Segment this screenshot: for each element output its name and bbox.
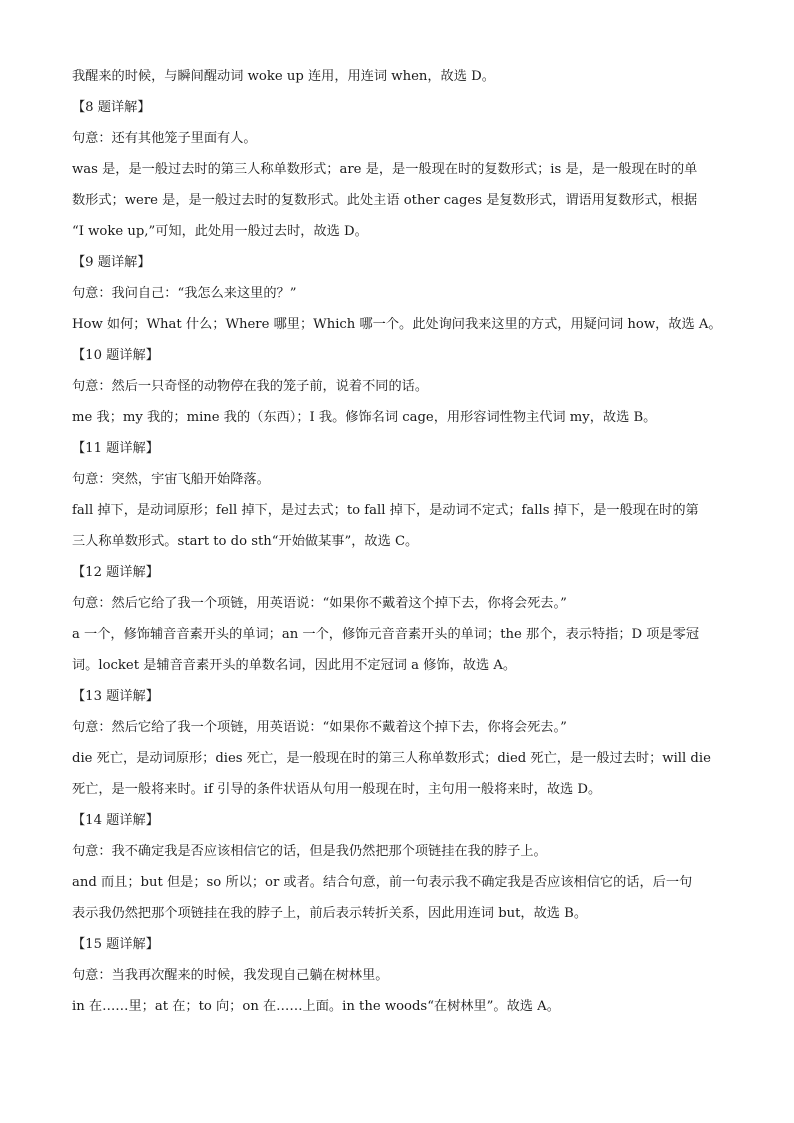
text-line: in 在……里；at 在；to 向；on 在……上面。in the woods“在树林里”。故选 A。 (72, 999, 560, 1014)
text-line: 句意：突然，宇宙飞船开始降落。 (72, 472, 270, 487)
text-line: 句意：还有其他笼子里面有人。 (72, 131, 257, 146)
text-line: 词。locket 是辅音音素开头的单数名词，因此用不定冠词 a 修饰，故选 A。 (72, 658, 517, 673)
section-heading-q15: 【15 题详解】 (72, 937, 159, 952)
text-line: 死亡，是一般将来时。if 引导的条件状语从句用一般现在时，主句用一般将来时，故选 D。 (72, 782, 602, 797)
text-line: 我醒来的时候，与瞬间醒动词 woke up 连用，用连词 when，故选 D。 (72, 69, 495, 84)
section-heading-q13: 【13 题详解】 (72, 689, 159, 704)
text-line: 句意：我不确定我是否应该相信它的话，但是我仍然把那个项链挂在我的脖子上。 (72, 844, 547, 859)
text-line: 句意：当我再次醒来的时候，我发现自己躺在树林里。 (72, 968, 389, 983)
section-heading-q8: 【8 题详解】 (72, 100, 151, 115)
text-line: 句意：然后一只奇怪的动物停在我的笼子前，说着不同的话。 (72, 379, 429, 394)
text-line: 句意：然后它给了我一个项链，用英语说：“如果你不戴着这个掉下去，你将会死去。” (72, 720, 567, 735)
text-line: 句意：然后它给了我一个项链，用英语说：“如果你不戴着这个掉下去，你将会死去。” (72, 596, 567, 611)
text-line: How 如何；What 什么；Where 哪里；Which 哪一个。此处询问我来这里的方式，用疑问词 how，故选 A。 (72, 317, 722, 332)
section-heading-q11: 【11 题详解】 (72, 441, 159, 456)
section-heading-q10: 【10 题详解】 (72, 348, 159, 363)
text-line: die 死亡，是动词原形；dies 死亡，是一般现在时的第三人称单数形式；died 死亡，是一般过去时；will die (72, 751, 711, 766)
text-line: me 我；my 我的；mine 我的（东西）；I 我。修饰名词 cage，用形容词性物主代词 my，故选 B。 (72, 410, 657, 425)
document-body (72, 61, 724, 1022)
text-line: fall 掉下，是动词原形；fell 掉下，是过去式；to fall 掉下，是动词不定式；falls 掉下，是一般现在时的第 (72, 503, 699, 518)
text-line: 表示我仍然把那个项链挂在我的脖子上，前后表示转折关系，因此用连词 but，故选 B。 (72, 906, 588, 921)
section-heading-q9: 【9 题详解】 (72, 255, 151, 270)
text-line: 句意：我问自己：“我怎么来这里的？” (72, 286, 297, 301)
section-heading-q12: 【12 题详解】 (72, 565, 159, 580)
section-heading-q14: 【14 题详解】 (72, 813, 159, 828)
text-line: 三人称单数形式。start to do sth“开始做某事”，故选 C。 (72, 534, 419, 549)
text-line: was 是，是一般过去时的第三人称单数形式；are 是，是一般现在时的复数形式；is 是，是一般现在时的单 (72, 162, 698, 177)
text-line: and 而且；but 但是；so 所以；or 或者。结合句意，前一句表示我不确定我是否应该相信它的话，后一句 (72, 875, 693, 890)
text-line: a 一个，修饰辅音音素开头的单词；an 一个，修饰元音音素开头的单词；the 那个，表示特指；D 项是零冠 (72, 627, 700, 642)
text-line: “I woke up,”可知，此处用一般过去时，故选 D。 (72, 224, 368, 239)
text-line: 数形式；were 是，是一般过去时的复数形式。此处主语 other cages 是复数形式，谓语用复数形式，根据 (72, 193, 698, 208)
